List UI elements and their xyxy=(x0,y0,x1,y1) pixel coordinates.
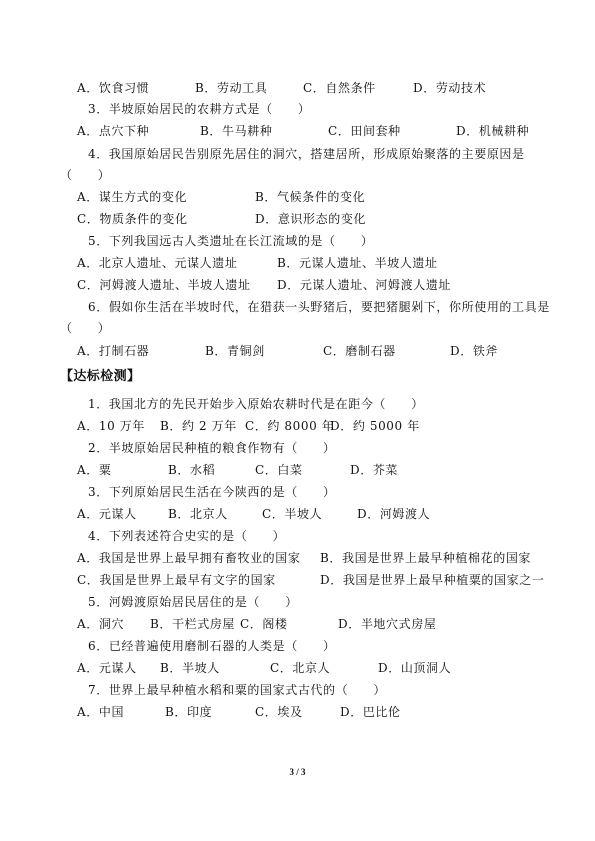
option-a: A．粟 xyxy=(77,463,112,477)
question-stem-row xyxy=(0,101,595,117)
question-stem-row xyxy=(0,682,595,698)
option-c: C．自然条件 xyxy=(303,81,376,95)
question-options xyxy=(0,255,595,271)
option-d: D．我国是世界上最早种植粟的国家之一 xyxy=(320,573,545,587)
option-a: A．中国 xyxy=(77,705,125,719)
option-b: B．气候条件的变化 xyxy=(255,190,366,204)
question-stem-row xyxy=(0,638,595,654)
option-c: C．北京人 xyxy=(270,661,331,675)
option-a: A．10 万年 xyxy=(77,419,145,433)
option-c: C．田间套种 xyxy=(328,124,401,138)
question-stem: 4．我国原始居民告别原先居住的洞穴，搭建居所，形成原始聚落的主要原因是 xyxy=(88,147,525,161)
question-stem: 5．河姆渡原始居民居住的是（ ） xyxy=(88,595,298,609)
question-options xyxy=(0,660,595,676)
question-stem: 3．下列原始居民生活在今陕西的是（ ） xyxy=(88,485,336,499)
question-options xyxy=(0,550,595,566)
option-c: C．白菜 xyxy=(255,463,303,477)
option-c: C．半坡人 xyxy=(262,507,323,521)
option-d: D．意识形态的变化 xyxy=(255,212,367,226)
question-options xyxy=(0,616,595,632)
question-stem-row xyxy=(0,396,595,412)
question-stem: 3．半坡原始居民的农耕方式是（ ） xyxy=(88,102,311,116)
question-options xyxy=(0,506,595,522)
option-d: D．半地穴式房屋 xyxy=(338,617,437,631)
option-c: C．物质条件的变化 xyxy=(77,212,188,226)
option-a: A．打制石器 xyxy=(77,344,150,358)
option-d: D．芥菜 xyxy=(350,463,399,477)
option-a: A．北京人遗址、元谋人遗址 xyxy=(77,256,238,270)
option-d: D．巴比伦 xyxy=(340,705,401,719)
option-b: B．半坡人 xyxy=(160,661,220,675)
option-b: B．水稻 xyxy=(168,463,216,477)
option-b: B．干栏式房屋 xyxy=(150,617,236,631)
question-stem-row xyxy=(0,233,595,249)
option-a: A．元谋人 xyxy=(77,507,137,521)
answer-bracket: （ ） xyxy=(60,321,111,335)
option-c: C．阁楼 xyxy=(240,617,288,631)
question-options xyxy=(0,211,595,227)
question-stem-row xyxy=(0,594,595,610)
question-stem: 6．假如你生活在半坡时代，在猎获一头野猪后，要把猪腿剁下，你所使用的工具是 xyxy=(88,300,550,314)
option-b: B．牛马耕种 xyxy=(200,124,273,138)
answer-bracket: （ ） xyxy=(60,168,111,182)
option-b: B．元谋人遗址、半坡人遗址 xyxy=(277,256,438,270)
option-a: A．点穴下种 xyxy=(77,124,150,138)
option-b: B．约 2 万年 xyxy=(160,419,237,433)
option-d: D．河姆渡人 xyxy=(357,507,431,521)
option-b: B．我国是世界上最早种植棉花的国家 xyxy=(320,551,532,565)
question-options xyxy=(0,343,595,359)
question-options xyxy=(0,704,595,720)
question-options xyxy=(0,189,595,205)
option-c: C．我国是世界上最早有文字的国家 xyxy=(77,573,276,587)
prev-question-options xyxy=(0,80,595,96)
option-b: B．青铜剑 xyxy=(205,344,265,358)
option-c: C．约 8000 年 xyxy=(245,419,335,433)
option-b: B．北京人 xyxy=(168,507,228,521)
option-c: C．河姆渡人遗址、半坡人遗址 xyxy=(77,278,251,292)
option-d: D．约 5000 年 xyxy=(330,419,420,433)
option-d: D．元谋人遗址、河姆渡人遗址 xyxy=(277,278,452,292)
question-stem: 5．下列我国远古人类遗址在长江流域的是（ ） xyxy=(88,234,374,248)
question-stem-row xyxy=(0,146,595,162)
question-stem-continuation-row xyxy=(0,167,595,183)
option-a: A．我国是世界上最早拥有畜牧业的国家 xyxy=(77,551,301,565)
question-stem-continuation-row xyxy=(0,320,595,336)
question-options xyxy=(0,277,595,293)
question-stem: 4．下列表述符合史实的是（ ） xyxy=(88,529,286,543)
question-stem-row xyxy=(0,299,595,315)
question-stem-row xyxy=(0,440,595,456)
option-a: A．元谋人 xyxy=(77,661,137,675)
option-c: C．磨制石器 xyxy=(323,344,396,358)
option-d: D．铁斧 xyxy=(450,344,499,358)
option-d: D．劳动技术 xyxy=(413,81,487,95)
question-stem-row xyxy=(0,528,595,544)
question-stem: 1．我国北方的先民开始步入原始农耕时代是在距今（ ） xyxy=(88,397,424,411)
question-stem: 6．已经普遍使用磨制石器的人类是（ ） xyxy=(88,639,336,653)
section-title: 【达标检测】 xyxy=(60,369,141,384)
question-options xyxy=(0,418,595,434)
option-b: B．印度 xyxy=(165,705,213,719)
page-number: 3 / 3 xyxy=(289,767,306,777)
option-a: A．饮食习惯 xyxy=(77,81,150,95)
option-d: D．机械耕种 xyxy=(456,124,530,138)
question-options xyxy=(0,123,595,139)
option-a: A．谋生方式的变化 xyxy=(77,190,188,204)
option-a: A．洞穴 xyxy=(77,617,125,631)
question-stem-row xyxy=(0,484,595,500)
question-options xyxy=(0,462,595,478)
option-c: C．埃及 xyxy=(255,705,303,719)
question-options xyxy=(0,572,595,588)
option-b: B．劳动工具 xyxy=(195,81,268,95)
option-d: D．山顶洞人 xyxy=(378,661,452,675)
question-stem: 7．世界上最早种植水稻和粟的国家式古代的（ ） xyxy=(88,683,387,697)
question-stem: 2．半坡原始居民种植的粮食作物有（ ） xyxy=(88,441,336,455)
